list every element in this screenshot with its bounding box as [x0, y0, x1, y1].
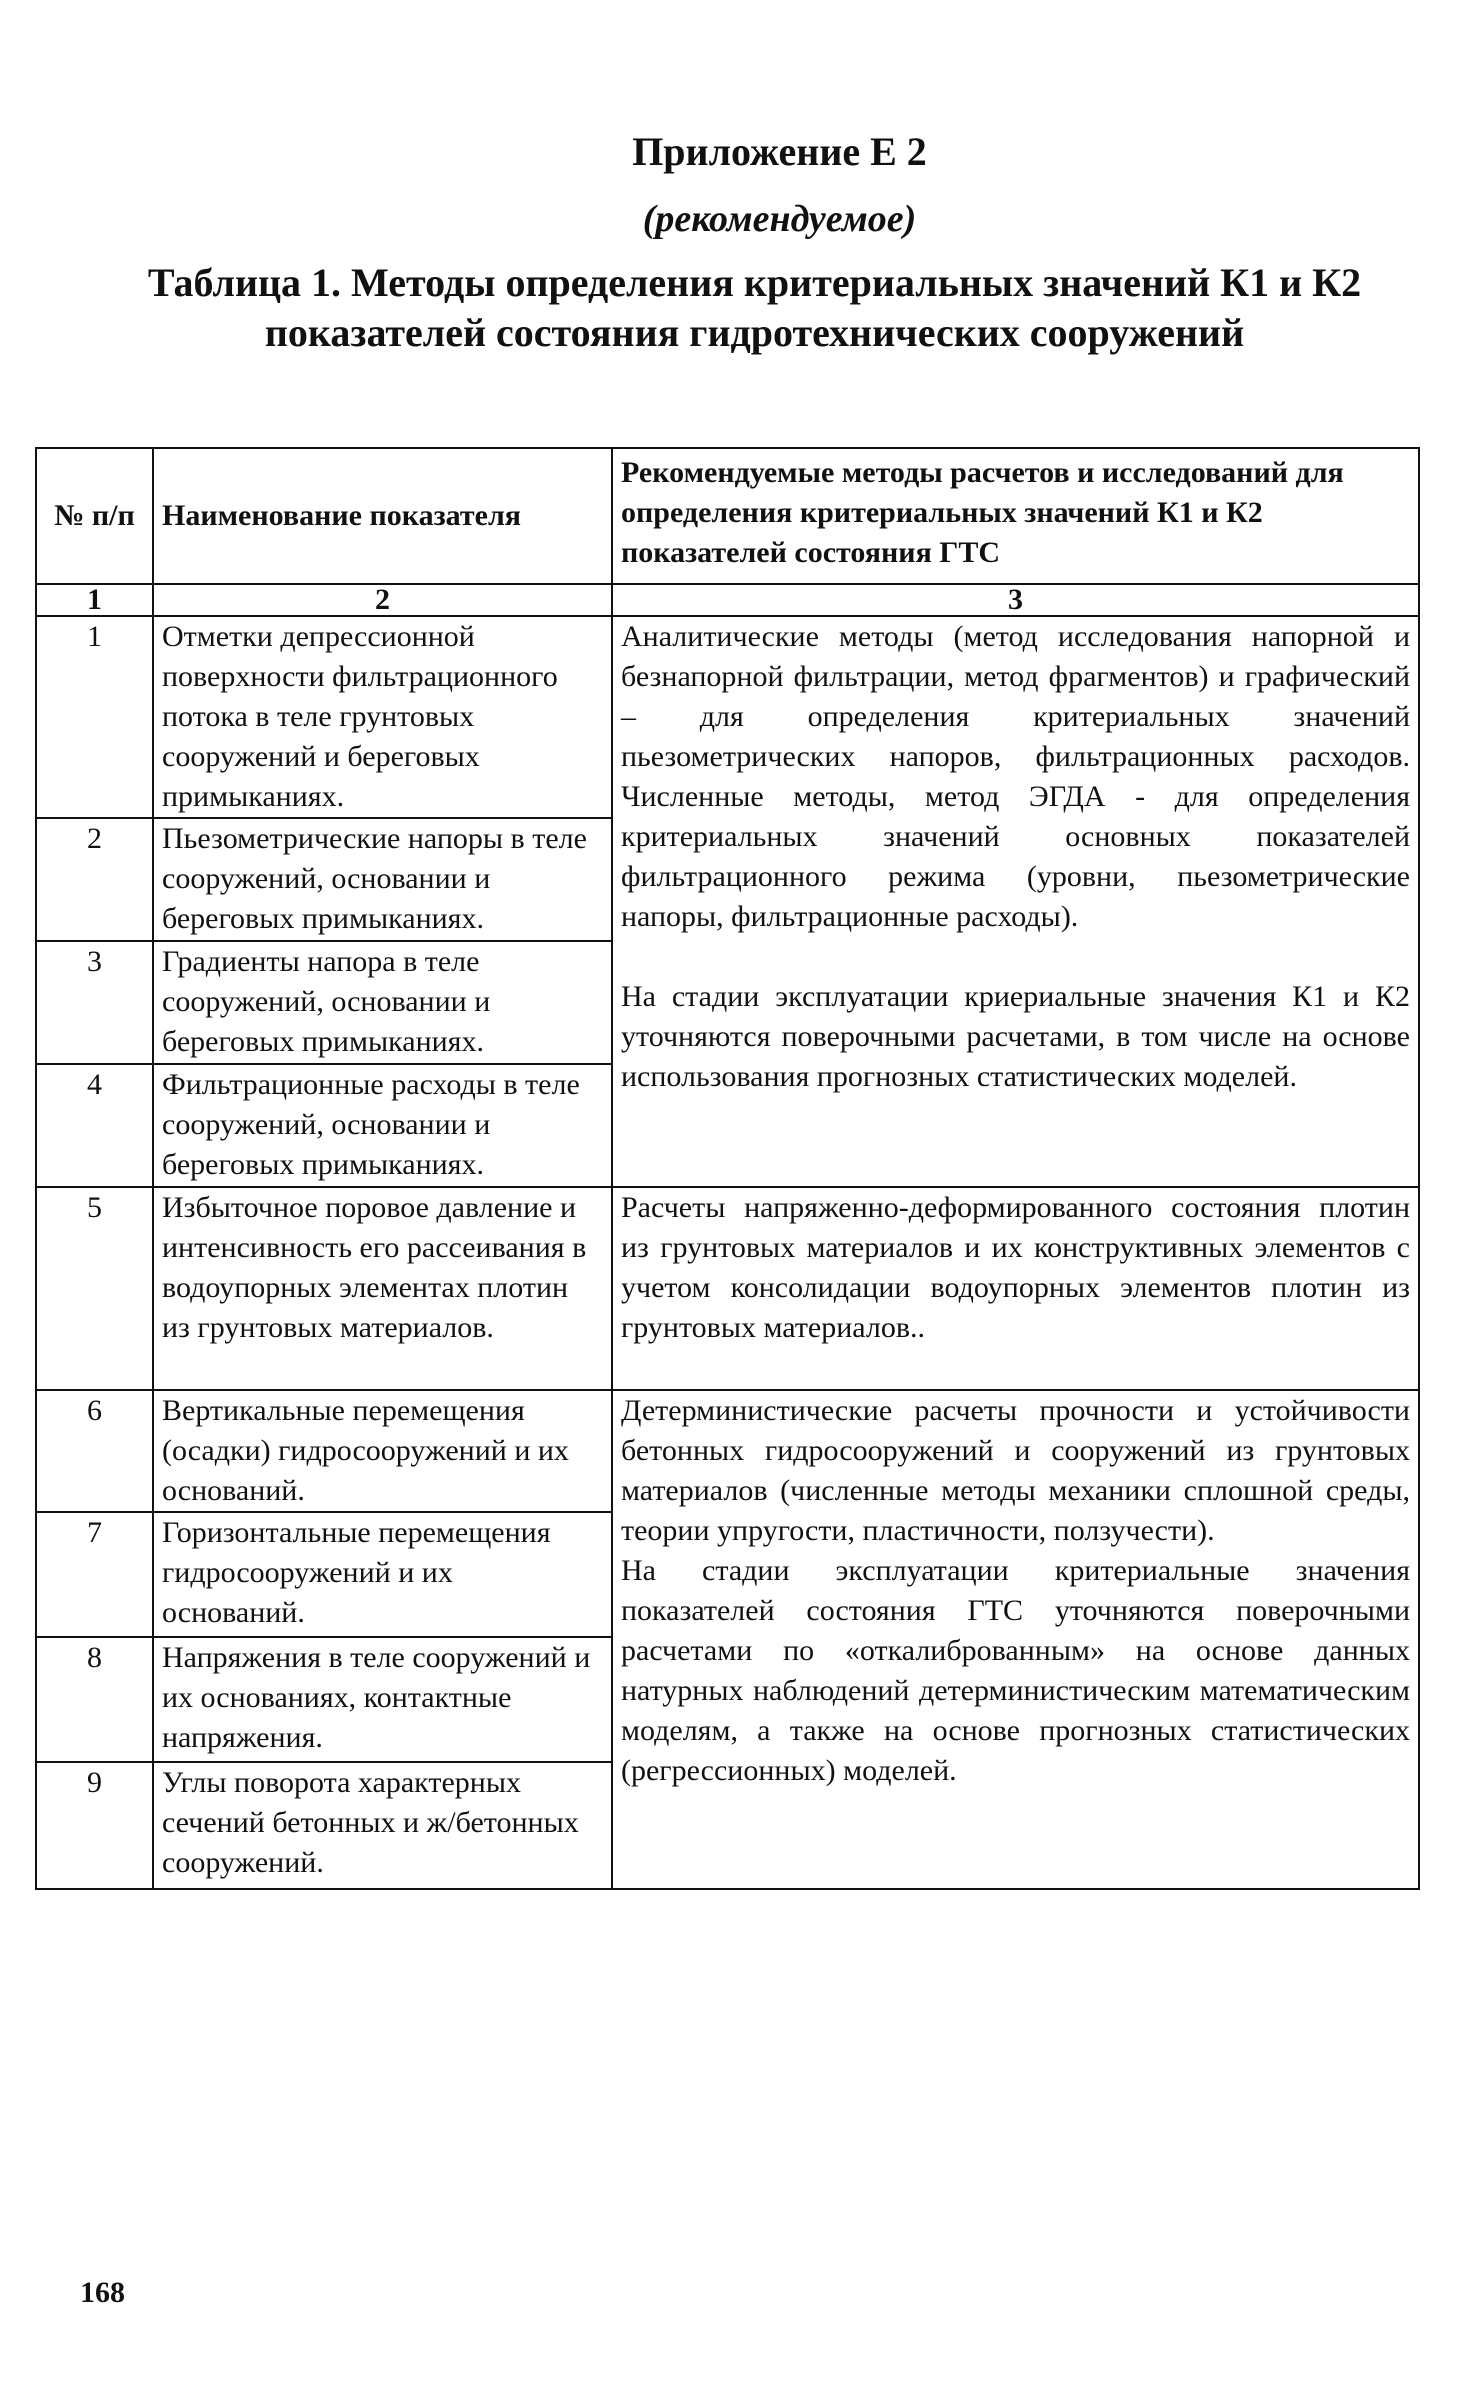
header-methods: Рекомендуемые методы расчетов и исследований для определения критериальных значений К1 и К2 показателей состояния ГТС — [612, 448, 1419, 584]
row-number: 1 — [36, 616, 153, 818]
row-number: 8 — [36, 1637, 153, 1762]
row-number: 9 — [36, 1762, 153, 1889]
table-caption-line-1: Таблица 1. Методы определения критериальных значений К1 и К2 — [147, 260, 1362, 305]
appendix-subtitle: (рекомендуемое) — [642, 198, 917, 240]
column-number-3: 3 — [612, 584, 1419, 616]
indicator-name: Фильтрационные расходы в теле сооружений, основании и береговых примыканиях. — [153, 1064, 612, 1187]
row-number: 7 — [36, 1512, 153, 1637]
header-number: № п/п — [36, 448, 153, 584]
table-row — [36, 616, 1419, 818]
row-number: 4 — [36, 1064, 153, 1187]
indicator-name: Углы поворота характерных сечений бетонных и ж/бетонных сооружений. — [153, 1762, 612, 1889]
row-number: 5 — [36, 1187, 153, 1390]
methods-paragraph: На стадии эксплуатации критериальные значения показателей состояния ГТС уточняются поверочными расчетами по «откалиброванным» на основе данных натурных наблюдений детерминистическим математическим моделям, а также на основе прогнозных статистических (регрессионных) моделей. — [621, 1554, 1410, 1787]
row-number: 3 — [36, 941, 153, 1064]
methods-paragraph: На стадии эксплуатации криериальные значения К1 и К2 уточняются поверочными расчетами, в том числе на основе использования прогнозных статистических моделей. — [621, 980, 1410, 1093]
indicator-name: Избыточное поровое давление и интенсивность его рассеивания в водоупорных элементах плотин из грунтовых материалов. — [153, 1187, 612, 1390]
indicator-name: Отметки депрессионной поверхности фильтрационного потока в теле грунтовых сооружений и береговых примыканиях. — [153, 616, 612, 818]
indicator-name: Пьезометрические напоры в теле сооружений, основании и береговых примыканиях. — [153, 818, 612, 941]
indicator-name: Градиенты напора в теле сооружений, основании и береговых примыканиях. — [153, 941, 612, 1064]
indicator-name: Вертикальные перемещения (осадки) гидросооружений и их оснований. — [153, 1390, 612, 1512]
page-number: 168 — [80, 2276, 125, 2309]
table-caption — [0, 258, 1459, 358]
appendix-title: Приложение Е 2 — [632, 129, 927, 174]
methods-cell-filtration — [612, 616, 1419, 1187]
methods-table — [35, 447, 1420, 1890]
column-number-1: 1 — [36, 584, 153, 616]
table-header-row — [36, 448, 1419, 584]
table-caption-line-2: показателей состояния гидротехнических сооружений — [264, 310, 1245, 355]
methods-cell-pore-pressure: Расчеты напряженно-деформированного состояния плотин из грунтовых материалов и их конструктивных элементов с учетом консолидации водоупорных элементов плотин из грунтовых материалов.. — [612, 1187, 1419, 1390]
column-numbers-row — [36, 584, 1419, 616]
row-number: 6 — [36, 1390, 153, 1512]
indicator-name: Напряжения в теле сооружений и их основаниях, контактные напряжения. — [153, 1637, 612, 1762]
table-row — [36, 1187, 1419, 1390]
indicator-name: Горизонтальные перемещения гидросооружений и их оснований. — [153, 1512, 612, 1637]
table-row — [36, 1390, 1419, 1512]
row-number: 2 — [36, 818, 153, 941]
header-indicator-name: Наименование показателя — [153, 448, 612, 584]
column-number-2: 2 — [153, 584, 612, 616]
methods-paragraph: Детерминистические расчеты прочности и устойчивости бетонных гидросооружений и сооружений из грунтовых материалов (численные методы механики сплошной среды, теории упругости, пластичности, ползучести). — [621, 1394, 1410, 1547]
methods-cell-deformation — [612, 1390, 1419, 1889]
methods-paragraph: Аналитические методы (метод исследования напорной и безнапорной фильтрации, метод фрагментов) и графический – для определения критериальных значений пьезометрических напоров, фильтрационных расходов. Численные методы, метод ЭГДА - для определения критериальных значений основных показателей фильтрационного режима (уровни, пьезометрические напоры, фильтрационные расходы). — [621, 620, 1410, 933]
